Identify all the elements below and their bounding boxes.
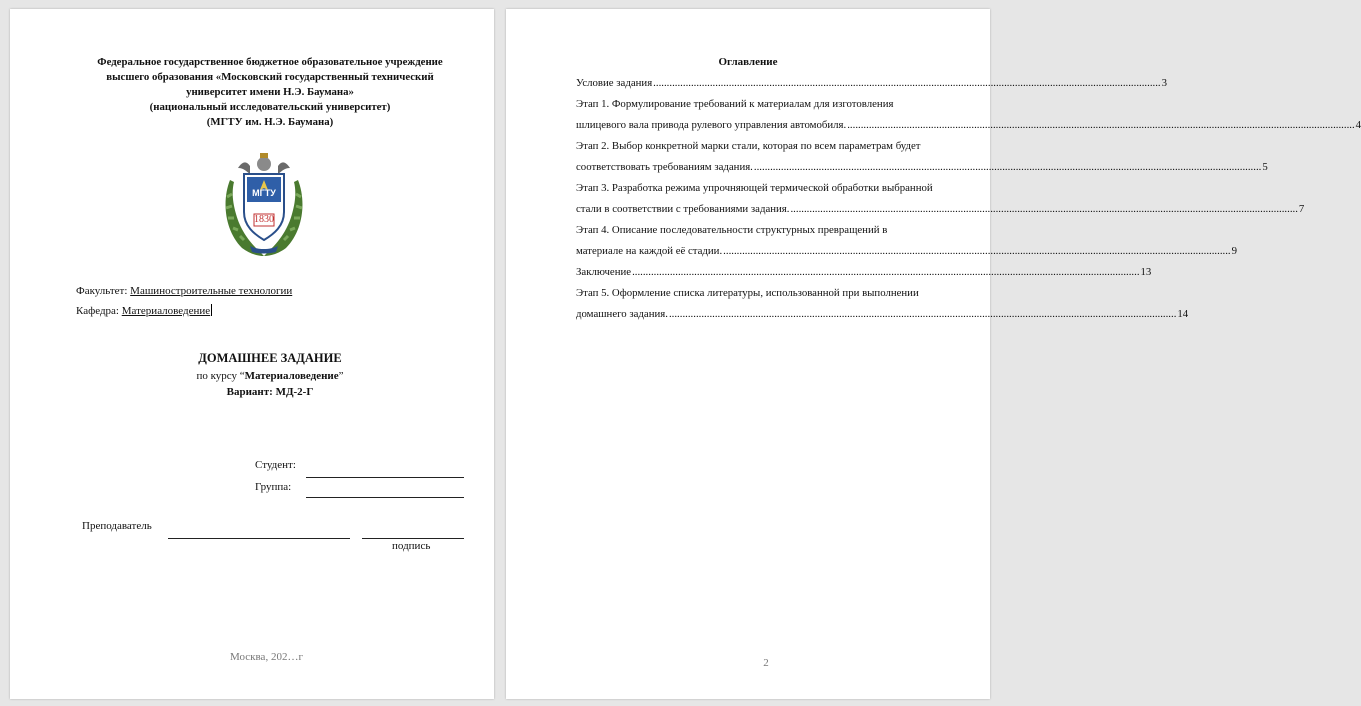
toc-item-text: Этап 3. Разработка режима упрочняющей термической обработки выбранной [576,182,933,194]
toc-item-title: соответствовать требованиям задания. [576,161,753,173]
toc-item-line [576,241,1238,262]
toc-leader-dots: ............................................................................................................................................................................................ [668,308,1177,320]
toc-item-line [576,262,1152,283]
toc-list [576,73,1361,325]
toc-item[interactable] [576,94,1361,136]
toc-page-number: 5 [1262,161,1268,173]
toc-item-line [576,157,1268,178]
faculty-line [76,284,292,298]
course-name: Материаловедение [244,370,339,382]
institution-line: (национальный исследовательский университет) [149,101,391,113]
toc-item[interactable] [576,283,1189,325]
toc-item-line [576,199,1305,220]
text-cursor [211,304,212,316]
institution-line: высшего образования «Московский государственный технический [106,71,434,83]
toc-page-number: 7 [1298,203,1305,215]
toc-item[interactable] [576,178,1305,220]
toc-leader-dots: ............................................................................................................................................................................................ [632,266,1140,278]
department-label: Кафедра: [76,305,119,317]
svg-text:МГТУ: МГТУ [252,188,276,198]
toc-item-line [576,304,1189,325]
title-page [10,9,494,699]
toc-leader-dots: ............................................................................................................................................................................................ [723,245,1231,257]
student-label: Студент: [255,459,296,471]
toc-item-text: Этап 2. Выбор конкретной марки стали, которая по всем параметрам будет [576,140,921,152]
toc-item[interactable] [576,73,1168,94]
course-suffix: ” [338,370,344,382]
group-label: Группа: [255,481,292,493]
department-value[interactable]: Материаловедение [121,305,211,317]
course-prefix: по курсу “ [196,370,245,382]
faculty-label: Факультет: [76,285,128,297]
page-number: 2 [763,657,769,669]
toc-item-title: домашнего задания. [576,308,668,320]
toc-page-number: 13 [1140,266,1152,278]
institution-line: Федеральное государственное бюджетное образовательное учреждение [97,56,443,68]
toc-item-title: стали в соответствии с требованиями задания. [576,203,790,215]
institution-line: (МГТУ им. Н.Э. Баумана) [206,116,334,128]
toc-item-title: шлицевого вала привода рулевого управления автомобиля. [576,119,847,131]
toc-item-line [576,115,1361,136]
bmstu-coat-of-arms-icon [220,150,308,258]
toc-leader-dots: ............................................................................................................................................................................................ [790,203,1298,215]
toc-item-title: Условие задания [576,77,653,89]
toc-page-number: 14 [1177,308,1189,320]
toc-page-number: 4 [1355,119,1361,131]
toc-item[interactable] [576,136,1268,178]
department-line [76,304,212,318]
course-line [50,370,490,382]
toc-leader-dots: ............................................................................................................................................................................................ [753,161,1262,173]
variant-label: Вариант: МД-2-Г [226,386,314,398]
footer-city-year: Москва, 202…г [230,651,303,663]
toc-item-title: Заключение [576,266,632,278]
toc-item[interactable] [576,220,1238,262]
toc-title: Оглавление [718,56,778,68]
toc-item[interactable] [576,262,1152,283]
teacher-line[interactable] [168,538,350,539]
toc-item-text: Этап 4. Описание последовательности структурных превращений в [576,224,888,236]
toc-page-number: 9 [1231,245,1238,257]
toc-item-line [576,73,1168,94]
faculty-value[interactable]: Машиностроительные технологии [130,285,293,297]
toc-page-number: 3 [1161,77,1168,89]
toc-item-title: материале на каждой её стадии. [576,245,723,257]
signature-label: подпись [392,540,431,552]
institution-header [50,55,490,130]
teacher-label: Преподаватель [82,520,152,532]
group-line[interactable] [306,497,464,498]
signature-line[interactable] [362,538,464,539]
student-line[interactable] [306,477,464,478]
toc-item-text: Этап 5. Оформление списка литературы, использованной при выполнении [576,287,919,299]
toc-item-text: Этап 1. Формулирование требований к материалам для изготовления [576,98,894,110]
work-title: ДОМАШНЕЕ ЗАДАНИЕ [198,351,342,365]
institution-line: университет имени Н.Э. Баумана» [186,86,354,98]
svg-text:1830: 1830 [254,214,274,225]
toc-leader-dots: ............................................................................................................................................................................................ [653,77,1161,89]
toc-page [506,9,1361,699]
toc-leader-dots: ............................................................................................................................................................................................ [847,119,1355,131]
